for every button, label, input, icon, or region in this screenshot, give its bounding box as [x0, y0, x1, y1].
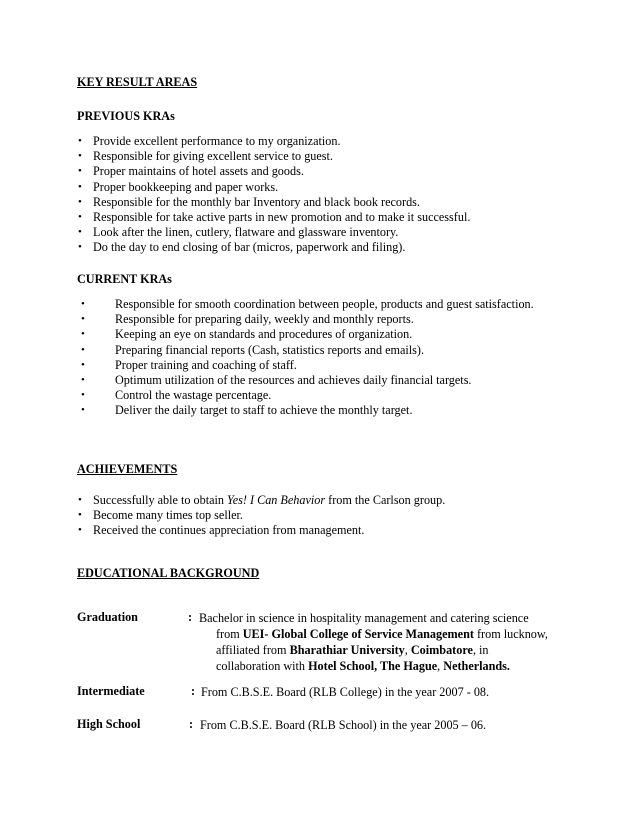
key-result-areas-heading: KEY RESULT AREAS: [77, 75, 198, 89]
bullet-icon: •: [81, 373, 85, 386]
resume-page: KEY RESULT AREAS PREVIOUS KRAs • Provide excellent performance to my organization. • Responsible for giving excellent service to guest. • Proper maintains of hotel assets and goods. • Proper bookkeeping and paper works. • Responsible for the monthly bar Inventory and black book records. • Responsible for take active parts in new promotion and to make it successful. • Look after the linen, cutlery, flatware and glassware inventory. • Do the day to end closing of bar (micros, paperwork and filing). CURRENT KRAs • Responsible for smooth coordination between people, products and guest satisfaction. • Responsible for preparing daily, weekly and monthly reports. • Keeping an eye on standards and procedures of organization. • Preparing financial reports (Cash, statistics reports and emails). • Proper training and coaching of staff. • Optimum utilization of the resources and achieves daily financial targets. • Control the wastage percentage. • Deliver the daily target to staff to achieve the monthly target. ACHIEVEMENTS • Successfully able to obtain Yes! I Can Behavior from the Carlson group. • Become many times top seller. • Received the continues appreciation from management. EDUCATIONAL BACKGROUND Graduation : Bachelor in science in hospitality management and catering science from UEI- Global College of Service Management from lucknow, affiliated from Bharathiar University, Coimbatore, in collaboration with Hotel School, The Hague, Netherlands. Intermediate : From C.B.S.E. Board (RLB College) in the year 2007 - 08. High School : From C.B.S.E. Board (RLB School) in the year 2005 – 06.: [77, 75, 548, 732]
colon: :: [188, 610, 193, 624]
bullet-icon: •: [78, 165, 82, 178]
bullet-icon: •: [81, 298, 85, 310]
high-school-label: High School: [77, 717, 141, 731]
bullet-icon: •: [78, 524, 82, 537]
bullet-icon: •: [78, 241, 82, 254]
bullet-icon: •: [78, 226, 82, 239]
bullet-icon: •: [81, 313, 85, 326]
bullet-icon: •: [78, 135, 82, 147]
graduation-label: Graduation: [77, 610, 138, 624]
bullet-icon: •: [81, 404, 85, 417]
educational-background-heading: EDUCATIONAL BACKGROUND: [77, 566, 260, 580]
previous-kras-heading: PREVIOUS KRAs: [77, 109, 175, 123]
intermediate-label: Intermediate: [77, 684, 145, 698]
bullet-icon: •: [81, 358, 85, 371]
bullet-icon: •: [81, 328, 85, 341]
colon: :: [191, 684, 196, 698]
bullet-icon: •: [78, 494, 82, 506]
bullet-icon: •: [78, 150, 82, 163]
award-name: Yes! I Can Behavior: [227, 493, 326, 507]
bullet-icon: •: [81, 343, 85, 356]
bullet-icon: •: [78, 210, 82, 223]
bullet-icon: •: [78, 509, 82, 522]
achievements-heading: ACHIEVEMENTS: [77, 462, 178, 476]
colon: :: [189, 717, 194, 731]
bullet-icon: •: [81, 389, 85, 402]
current-kras-heading: CURRENT KRAs: [77, 272, 172, 286]
bullet-icon: •: [78, 195, 82, 208]
bullet-icon: •: [78, 180, 82, 193]
